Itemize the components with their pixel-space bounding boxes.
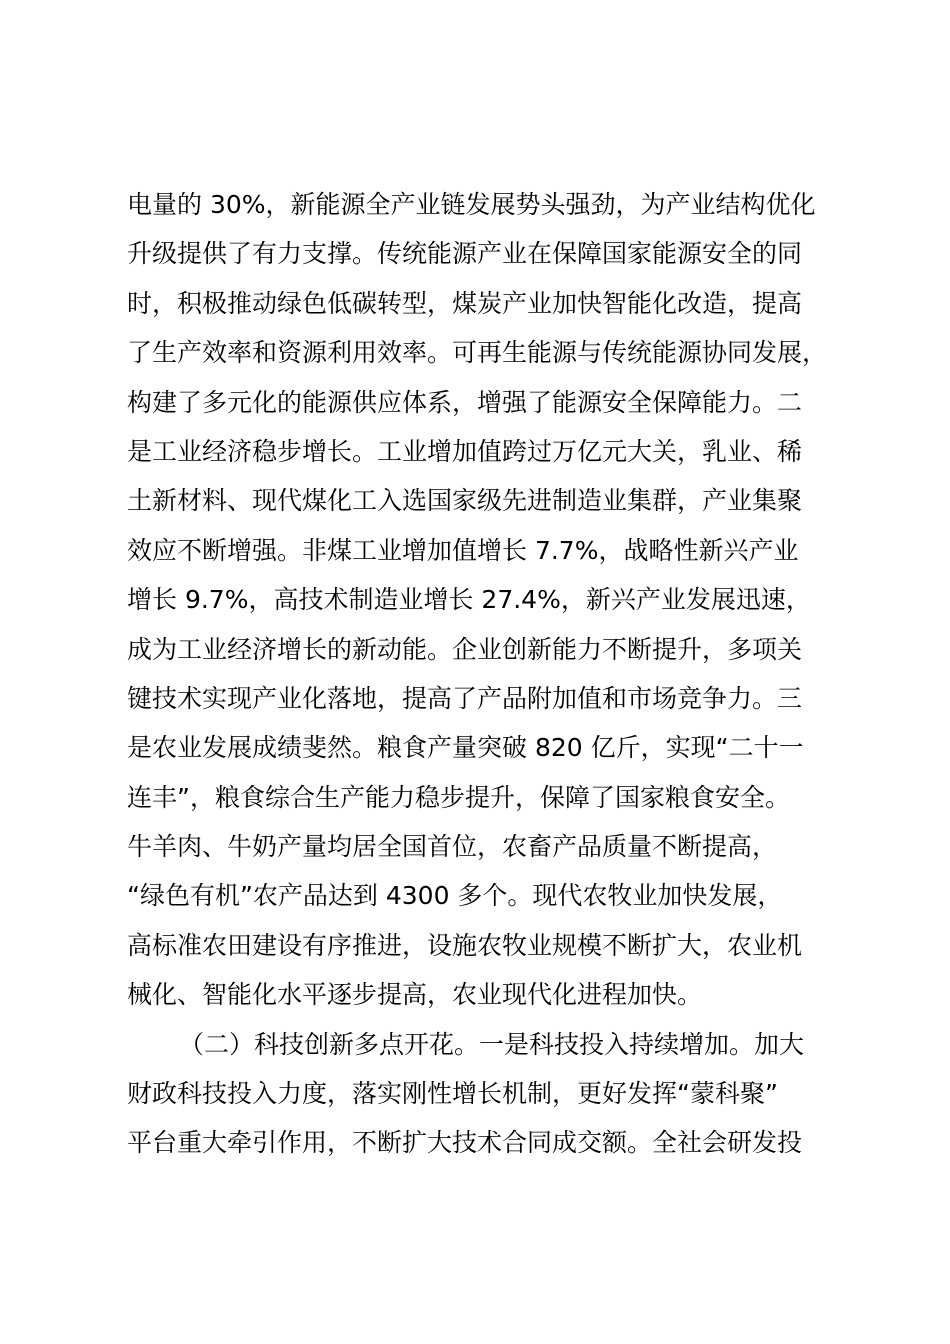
text-line: “绿色有机”农产品达到 4300 多个。现代农牧业加快发展， [127, 881, 783, 911]
text-line: 高标准农田建设有序推进，设施农牧业规模不断扩大，农业机 [127, 930, 803, 960]
text-line: 连丰”，粮食综合生产能力稳步提升，保障了国家粮食安全。 [127, 782, 790, 812]
text-line: 效应不断增强。非煤工业增加值增长 7.7%，战略性新兴产业 [127, 535, 799, 565]
text-line: 财政科技投入力度，落实刚性增长机制，更好发挥“蒙科聚” [127, 1079, 778, 1109]
text-line: 土新材料、现代煤化工入选国家级先进制造业集群，产业集聚 [127, 486, 803, 516]
text-line: 是工业经济稳步增长。工业增加值跨过万亿元大关，乳业、稀 [127, 436, 803, 466]
text-line: 增长 9.7%，高技术制造业增长 27.4%，新兴产业发展迅速， [127, 585, 811, 615]
text-line: 是农业发展成绩斐然。粮食产量突破 820 亿斤，实现“二十一 [127, 733, 804, 763]
text-line: 牛羊肉、牛奶产量均居全国首位，农畜产品质量不断提高， [127, 832, 778, 862]
text-line: 械化、智能化水平逐步提高，农业现代化进程加快。 [127, 980, 703, 1010]
text-line: 了生产效率和资源利用效率。可再生能源与传统能源协同发展， [127, 338, 828, 368]
text-line: 升级提供了有力支撑。传统能源产业在保障国家能源安全的同 [127, 239, 803, 269]
section-heading-line: （二）科技创新多点开花。一是科技投入持续增加。加大 [179, 1029, 805, 1059]
text-line: 键技术实现产业化落地，提高了产品附加值和市场竞争力。三 [127, 683, 803, 713]
body-text [127, 180, 887, 1168]
text-line: 时，积极推动绿色低碳转型，煤炭产业加快智能化改造，提高 [127, 288, 803, 318]
text-line: 成为工业经济增长的新动能。企业创新能力不断提升，多项关 [127, 634, 803, 664]
text-line: 构建了多元化的能源供应体系，增强了能源安全保障能力。二 [127, 387, 803, 417]
text-line: 电量的 30%，新能源全产业链发展势头强劲，为产业结构优化 [127, 190, 816, 219]
text-line: 平台重大牵引作用，不断扩大技术合同成交额。全社会研发投 [127, 1128, 803, 1158]
